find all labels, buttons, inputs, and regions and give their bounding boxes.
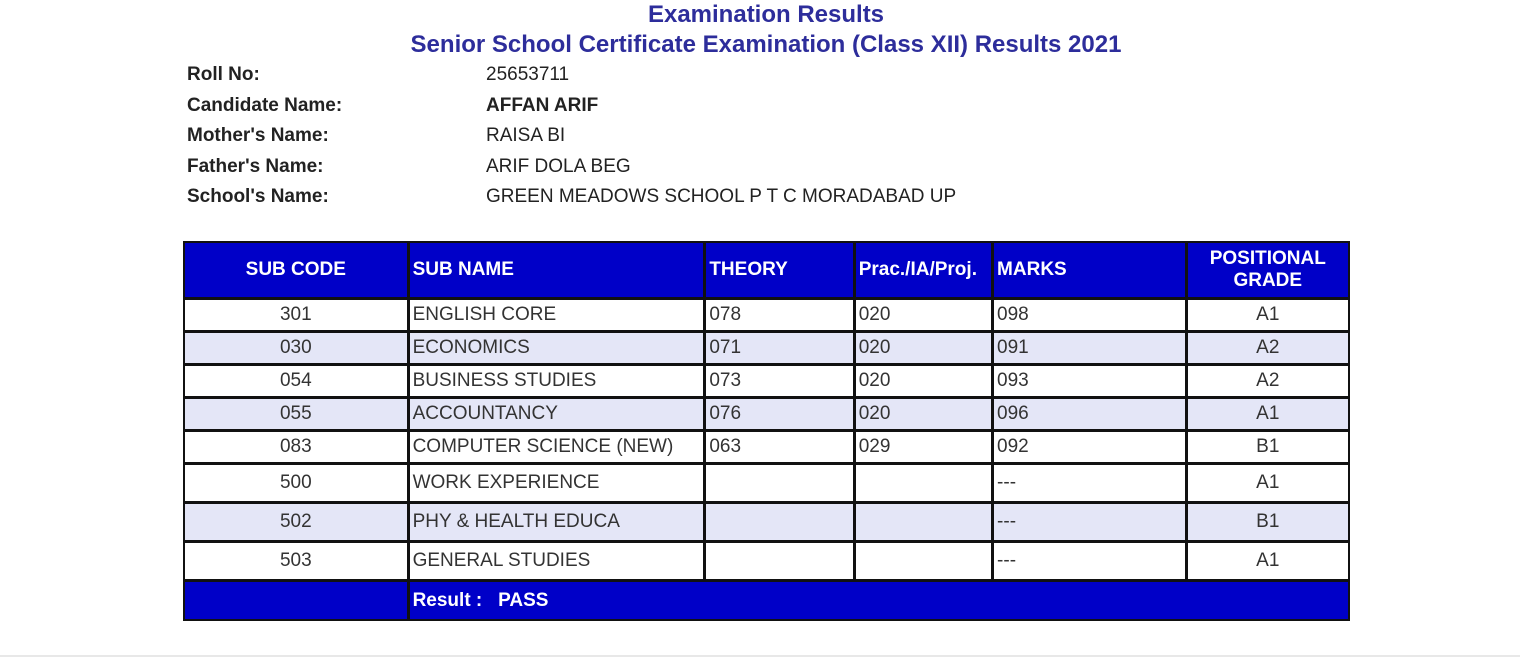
marks-cell: 096 — [994, 399, 1187, 432]
info-label: Candidate Name: — [187, 94, 343, 116]
sub-code-cell: 500 — [185, 465, 410, 504]
grade-cell: A2 — [1188, 366, 1348, 399]
page-title: Examination Results — [647, 1, 885, 28]
sub-name-cell: ACCOUNTANCY — [410, 399, 707, 432]
table-row — [185, 300, 1348, 333]
marks-cell: 098 — [994, 300, 1187, 333]
column-header-practical: Prac./IA/Proj. — [856, 243, 994, 300]
school-name: GREEN MEADOWS SCHOOL P T C MORADABAD UP — [486, 186, 957, 207]
result-cell — [410, 582, 1348, 619]
table-row — [185, 399, 1348, 432]
father-name: ARIF DOLA BEG — [486, 155, 631, 177]
marks-cell: 091 — [994, 333, 1187, 366]
sub-code-cell: 055 — [185, 399, 410, 432]
grade-cell: A1 — [1188, 399, 1348, 432]
practical-cell: 020 — [856, 366, 994, 399]
sub-name-cell: GENERAL STUDIES — [410, 543, 707, 582]
info-label: Mother's Name: — [187, 125, 329, 146]
info-row-mother-name — [187, 122, 956, 153]
marks-cell: --- — [994, 543, 1187, 582]
page-subtitle: Senior School Certificate Examination (Class XII) Results 2021 — [410, 31, 1122, 58]
sub-name-cell: BUSINESS STUDIES — [410, 366, 707, 399]
theory-cell — [706, 543, 855, 582]
column-header-sub-name: SUB NAME — [410, 243, 707, 300]
column-header-theory: THEORY — [706, 243, 855, 300]
column-header-positional-grade: POSITIONAL GRADE — [1188, 243, 1348, 300]
marks-cell: 093 — [994, 366, 1187, 399]
result-row — [185, 582, 1348, 619]
info-label: Roll No: — [187, 64, 260, 85]
sub-code-cell: 502 — [185, 504, 410, 543]
theory-cell — [706, 504, 855, 543]
sub-code-cell: 503 — [185, 543, 410, 582]
sub-code-cell: 083 — [185, 432, 410, 465]
theory-cell — [706, 465, 855, 504]
theory-cell: 078 — [706, 300, 855, 333]
column-header-marks: MARKS — [994, 243, 1187, 300]
bottom-divider — [0, 655, 1520, 657]
theory-cell: 063 — [706, 432, 855, 465]
sub-name-cell: ECONOMICS — [410, 333, 707, 366]
result-empty-cell — [185, 582, 410, 619]
practical-cell: 020 — [856, 300, 994, 333]
sub-name-cell: WORK EXPERIENCE — [410, 465, 707, 504]
grade-cell: A1 — [1188, 543, 1348, 582]
practical-cell — [856, 543, 994, 582]
grade-cell: A2 — [1188, 333, 1348, 366]
title-block — [0, 0, 1520, 60]
info-label: School's Name: — [187, 186, 329, 207]
result-label: Result : — [412, 589, 483, 611]
info-label: Father's Name: — [187, 155, 324, 177]
theory-cell: 076 — [706, 399, 855, 432]
info-row-father-name — [187, 153, 956, 184]
sub-code-cell: 301 — [185, 300, 410, 333]
sub-code-cell: 054 — [185, 366, 410, 399]
practical-cell: 020 — [856, 399, 994, 432]
table-row — [185, 504, 1348, 543]
practical-cell — [856, 465, 994, 504]
theory-cell: 073 — [706, 366, 855, 399]
grade-cell: A1 — [1188, 300, 1348, 333]
marks-cell: --- — [994, 465, 1187, 504]
grade-cell: A1 — [1188, 465, 1348, 504]
roll-number: 25653711 — [486, 64, 570, 85]
practical-cell — [856, 504, 994, 543]
sub-code-cell: 030 — [185, 333, 410, 366]
sub-name-cell: COMPUTER SCIENCE (NEW) — [410, 432, 707, 465]
table-header-row — [185, 243, 1348, 300]
marks-cell: 092 — [994, 432, 1187, 465]
table-row — [185, 543, 1348, 582]
info-row-school-name — [187, 183, 956, 214]
sub-name-cell: ENGLISH CORE — [410, 300, 707, 333]
table-row — [185, 465, 1348, 504]
marks-cell: --- — [994, 504, 1187, 543]
candidate-info — [187, 61, 956, 214]
table-row — [185, 366, 1348, 399]
candidate-name: AFFAN ARIF — [486, 94, 599, 116]
theory-cell: 071 — [706, 333, 855, 366]
practical-cell: 029 — [856, 432, 994, 465]
marks-table — [183, 241, 1350, 621]
table-row — [185, 432, 1348, 465]
table-row — [185, 333, 1348, 366]
column-header-sub-code: SUB CODE — [185, 243, 410, 300]
info-row-candidate-name — [187, 92, 956, 123]
result-value: PASS — [498, 589, 549, 611]
mother-name: RAISA BI — [486, 125, 566, 146]
sub-name-cell: PHY & HEALTH EDUCA — [410, 504, 707, 543]
grade-cell: B1 — [1188, 504, 1348, 543]
grade-cell: B1 — [1188, 432, 1348, 465]
practical-cell: 020 — [856, 333, 994, 366]
info-row-roll-no — [187, 61, 956, 92]
